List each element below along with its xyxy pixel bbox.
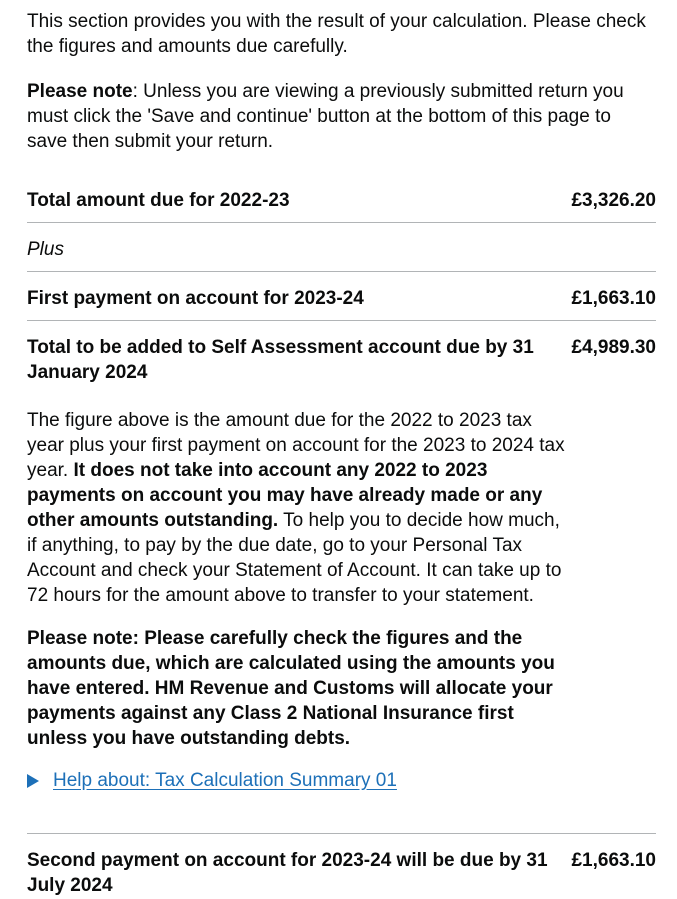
total-due-label: Total amount due for 2022-23	[27, 190, 290, 211]
first-payment-label: First payment on account for 2023-24	[27, 288, 364, 309]
total-added-row	[27, 321, 656, 385]
plus-label: Plus	[27, 239, 64, 260]
second-payment-amount: £1,663.10	[571, 850, 656, 871]
expand-right-triangle-icon	[27, 774, 39, 788]
total-due-amount: £3,326.20	[571, 190, 656, 211]
help-details-toggle[interactable]	[27, 768, 656, 793]
total-added-amount: £4,989.30	[571, 337, 656, 358]
figure-explanation-paragraph	[27, 408, 567, 608]
total-added-label: Total to be added to Self Assessment account due by 31 January 2024	[27, 337, 534, 383]
total-due-row	[27, 174, 656, 223]
warning-paragraph: Please note: Please carefully check the figures and the amounts due, which are calculated using the amounts you have entered. HM Revenue and Customs will allocate your payments against any Class 2 National Insurance first unless you have outstanding debts.	[27, 628, 555, 749]
explanation-text-end: To help you to decide how much, if anything, to pay by the due date, go to your Personal Tax Account and check your Statement of Account. It can take up to 72 hours for the amount above to transfer to your statement.	[27, 510, 562, 606]
save-note-paragraph	[27, 79, 656, 154]
first-payment-amount: £1,663.10	[571, 288, 656, 309]
plus-row	[27, 223, 656, 272]
please-note-label: Please note	[27, 81, 133, 102]
please-note-text: : Unless you are viewing a previously submitted return you must click the 'Save and continue' button at the bottom of this page to save then submit your return.	[27, 81, 624, 152]
explanation-text-start: The figure above is the amount due for the 2022 to 2023 tax year plus your first payment on account for the 2023 to 2024 tax year.	[27, 410, 565, 481]
first-payment-row	[27, 272, 656, 321]
help-link[interactable]: Help about: Tax Calculation Summary 01	[53, 770, 397, 791]
explanation-text-bold: It does not take into account any 2022 to 2023 payments on account you may have already made or any other amounts outstanding.	[27, 460, 543, 531]
second-payment-row	[27, 833, 656, 899]
second-payment-label: Second payment on account for 2023-24 will be due by 31 July 2024	[27, 850, 548, 896]
intro-paragraph: This section provides you with the result of your calculation. Please check the figures and amounts due carefully.	[27, 11, 646, 57]
